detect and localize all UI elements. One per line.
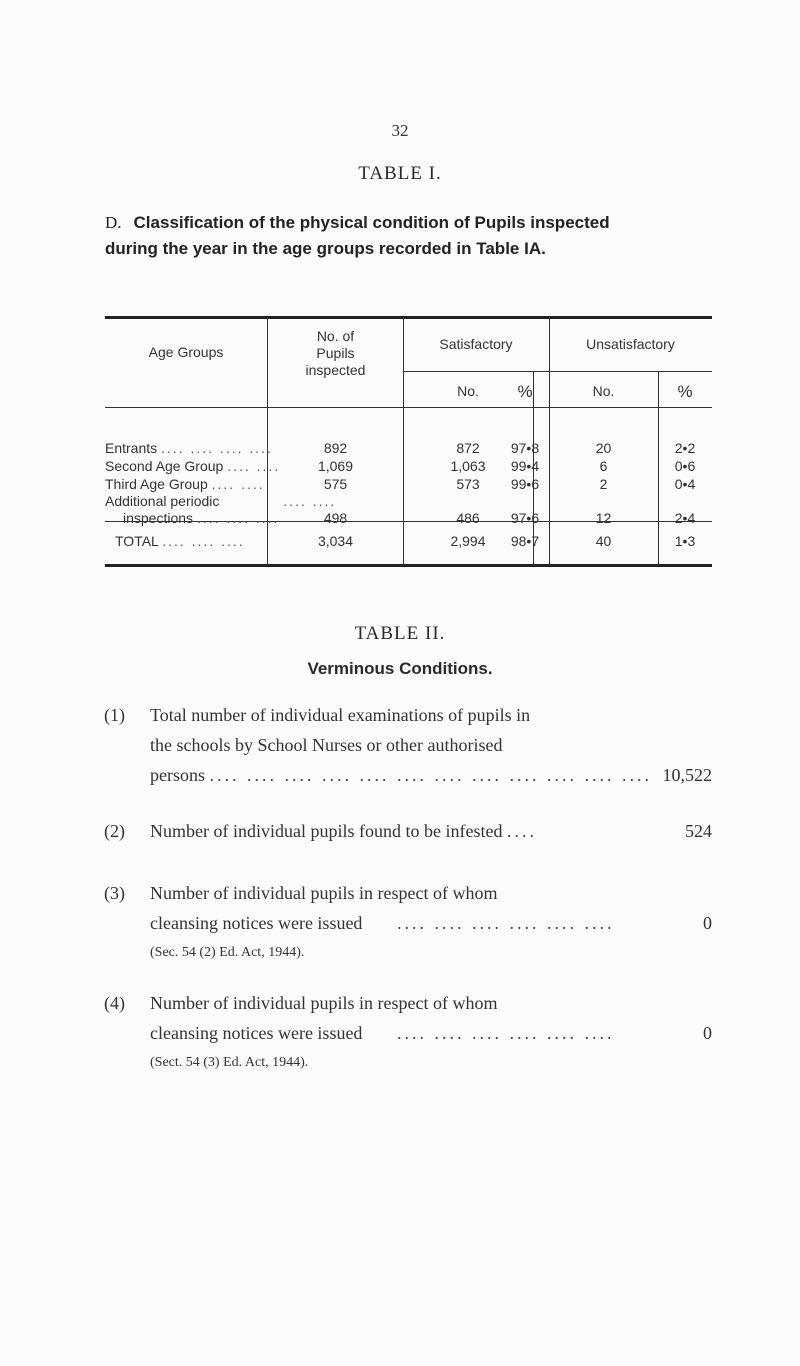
row-label-total — [115, 533, 245, 550]
table2-subtitle: Verminous Conditions. — [307, 659, 493, 678]
cell-inspected: 575 — [323, 476, 348, 492]
heading-text-1: Classification of the physical condition of Pupils inspected — [133, 213, 610, 232]
cell-sat-no: 486 — [456, 510, 480, 526]
cell-sat-no: 2,994 — [450, 533, 486, 549]
cell-unsat-pct: 0•4 — [674, 476, 696, 492]
list-item — [104, 816, 712, 856]
cell-unsat-no: 2 — [599, 476, 608, 492]
table1-title: TABLE I. — [358, 163, 442, 184]
row-label-second — [105, 458, 280, 475]
cell-sat-pct: 99•6 — [510, 476, 540, 492]
header-inspected-l3: inspected — [305, 362, 366, 378]
item-text: Number of individual pupils in respect of whom — [150, 993, 498, 1013]
item-text-last — [150, 816, 537, 846]
classification-table — [105, 316, 712, 576]
cell-unsat-no: 40 — [595, 533, 612, 549]
heading-prefix: D. — [105, 213, 122, 232]
table1-heading — [105, 210, 705, 262]
row-label-third — [105, 476, 265, 493]
item-number: (3) — [104, 883, 125, 903]
header-rule — [105, 407, 712, 408]
header-inspected — [268, 328, 403, 379]
header-sat-no: No. — [457, 383, 479, 399]
item-text: Number of individual pupils in respect of whom — [150, 883, 498, 903]
item-number: (4) — [104, 993, 125, 1013]
cell-inspected: 3,034 — [317, 533, 354, 549]
item-value: 524 — [685, 821, 712, 841]
cell-sat-pct: 99•4 — [510, 458, 540, 474]
header-inspected-l2: Pupils — [316, 345, 355, 361]
cell-unsat-pct: 2•4 — [674, 510, 696, 526]
page-number: 32 — [391, 121, 409, 140]
cell-unsat-pct: 0•6 — [674, 458, 696, 474]
dot-leader: .... .... .... .... .... .... .... .... .... .... .... .... — [209, 765, 652, 785]
row-dots: .... .... .... — [162, 533, 245, 549]
cell-inspected: 1,069 — [317, 458, 354, 474]
item-value: 0 — [703, 1023, 712, 1043]
row-dots: .... .... — [211, 476, 265, 492]
cell-sat-pct: 98•7 — [510, 533, 540, 549]
item-text: Number of individual pupils found to be infested — [150, 821, 503, 841]
cell-sat-no: 1,063 — [450, 458, 486, 474]
row-label-entrants — [105, 440, 273, 457]
cell-sat-pct: 97•6 — [510, 510, 540, 526]
item-text: cleansing notices were issued — [150, 1023, 363, 1043]
header-unsat-pct: % — [677, 382, 693, 401]
table-bottom-rule — [105, 564, 712, 567]
item-text: the schools by School Nurses or other authorised — [150, 735, 503, 755]
cell-inspected: 498 — [323, 510, 348, 526]
row-label: Third Age Group — [105, 476, 208, 492]
cell-sat-no: 872 — [456, 440, 480, 456]
item-text: persons — [150, 765, 205, 785]
cell-unsat-pct: 1•3 — [674, 533, 696, 549]
cell-sat-no: 573 — [456, 476, 480, 492]
header-age-groups: Age Groups — [148, 344, 224, 360]
row-dots: .... .... .... — [196, 510, 280, 526]
header-unsatisfactory: Unsatisfactory — [586, 336, 675, 352]
row-label-additional — [105, 493, 336, 510]
cell-unsat-no: 12 — [595, 510, 612, 526]
item-note: (Sect. 54 (3) Ed. Act, 1944). — [150, 1055, 309, 1070]
item-number: (1) — [104, 705, 125, 725]
dot-leader: .... .... .... .... .... .... — [396, 1023, 615, 1043]
table-top-rule — [105, 316, 712, 319]
row-dots: .... .... — [283, 493, 337, 509]
row-dots: .... .... — [227, 458, 281, 474]
cell-unsat-no: 20 — [595, 440, 612, 456]
header-inspected-l1: No. of — [316, 328, 355, 344]
cell-sat-pct: 97•8 — [510, 440, 540, 456]
row-label: TOTAL — [115, 533, 159, 549]
row-label: Additional periodic — [105, 493, 220, 509]
row-label: Entrants — [105, 440, 158, 456]
cell-unsat-no: 6 — [599, 458, 608, 474]
dot-leader: .... .... .... .... .... .... — [396, 913, 615, 933]
subheader-rule — [403, 371, 712, 372]
item-text-last — [150, 760, 652, 790]
list-item — [104, 878, 712, 968]
cell-unsat-pct: 2•2 — [674, 440, 696, 456]
header-unsat-no: No. — [592, 383, 615, 399]
dot-leader: .... — [506, 821, 537, 841]
row-label-additional-2 — [123, 510, 279, 527]
item-note: (Sec. 54 (2) Ed. Act, 1944). — [150, 945, 305, 960]
row-label: inspections — [123, 510, 194, 526]
item-text-last — [150, 908, 614, 938]
item-value: 0 — [703, 913, 712, 933]
row-dots: .... .... .... .... — [161, 440, 273, 456]
item-value: 10,522 — [662, 765, 712, 785]
header-satisfactory: Satisfactory — [439, 336, 513, 352]
item-text: Total number of individual examinations of pupils in — [150, 705, 531, 725]
list-item — [104, 700, 712, 800]
item-number: (2) — [104, 821, 125, 841]
header-sat-pct-sym: % — [517, 382, 533, 401]
cell-inspected: 892 — [323, 440, 348, 456]
row-label: Second Age Group — [105, 458, 224, 474]
table1-heading-line2: during the year in the age groups recorded in Table IA. — [105, 239, 546, 258]
table1-heading-line1 — [105, 210, 705, 236]
item-text: cleansing notices were issued — [150, 913, 363, 933]
item-text-last — [150, 1018, 614, 1048]
list-item — [104, 988, 712, 1078]
table2-title: TABLE II. — [354, 623, 446, 644]
